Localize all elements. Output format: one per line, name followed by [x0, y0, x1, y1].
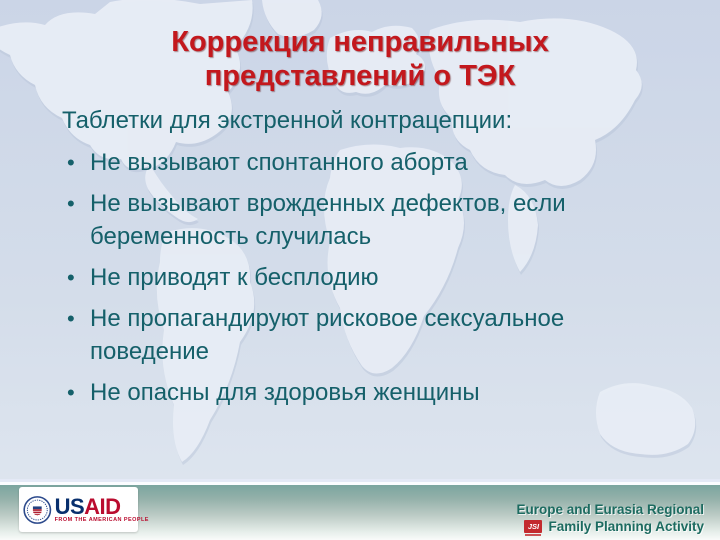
bullet-text: Не вызывают спонтанного аборта — [90, 149, 468, 176]
bullet-text: Не пропагандируют рисковое сексуальное поведение — [90, 305, 565, 365]
program-name — [516, 502, 704, 534]
usaid-seal-icon — [23, 493, 52, 527]
bullet-list — [62, 146, 650, 409]
slide-body — [62, 104, 664, 409]
title-line-2: представлений о ТЭК — [204, 60, 516, 92]
program-line-1: Europe and Eurasia Regional — [516, 502, 704, 517]
bullet-item — [62, 261, 650, 294]
usaid-wordmark — [54, 493, 134, 519]
bullet-text: Не опасны для здоровья женщины — [90, 379, 480, 406]
intro-line: Таблетки для экстренной контрацепции: — [62, 107, 513, 134]
bullet-item — [62, 302, 650, 368]
jsi-logo — [524, 520, 542, 533]
usaid-logo — [19, 487, 149, 532]
usaid-us: US — [54, 493, 85, 519]
bullet-icon: • — [67, 191, 75, 216]
bullet-item — [62, 146, 650, 179]
usaid-aid: AID — [84, 493, 121, 519]
jsi-tagline-bar — [525, 534, 541, 536]
bullet-item — [62, 376, 650, 409]
program-line-2: Family Planning Activity — [548, 519, 704, 534]
jsi-logo-box: JSI — [524, 520, 542, 533]
footer-band — [0, 485, 720, 540]
bullet-icon: • — [67, 306, 75, 331]
title-line-1: Коррекция неправильных — [171, 26, 549, 58]
bullet-icon: • — [67, 150, 75, 175]
usaid-text — [54, 493, 149, 523]
program-line-2-row — [516, 519, 704, 534]
bullet-icon: • — [67, 380, 75, 405]
footer — [0, 479, 720, 540]
slide-title — [40, 25, 680, 93]
bullet-icon: • — [67, 265, 75, 290]
usaid-tagline: FROM THE AMERICAN PEOPLE — [54, 516, 149, 523]
bullet-item — [62, 187, 650, 253]
bullet-text: Не вызывают врожденных дефектов, если беременность случилась — [90, 190, 566, 250]
bullet-text: Не приводят к бесплодию — [90, 264, 379, 291]
